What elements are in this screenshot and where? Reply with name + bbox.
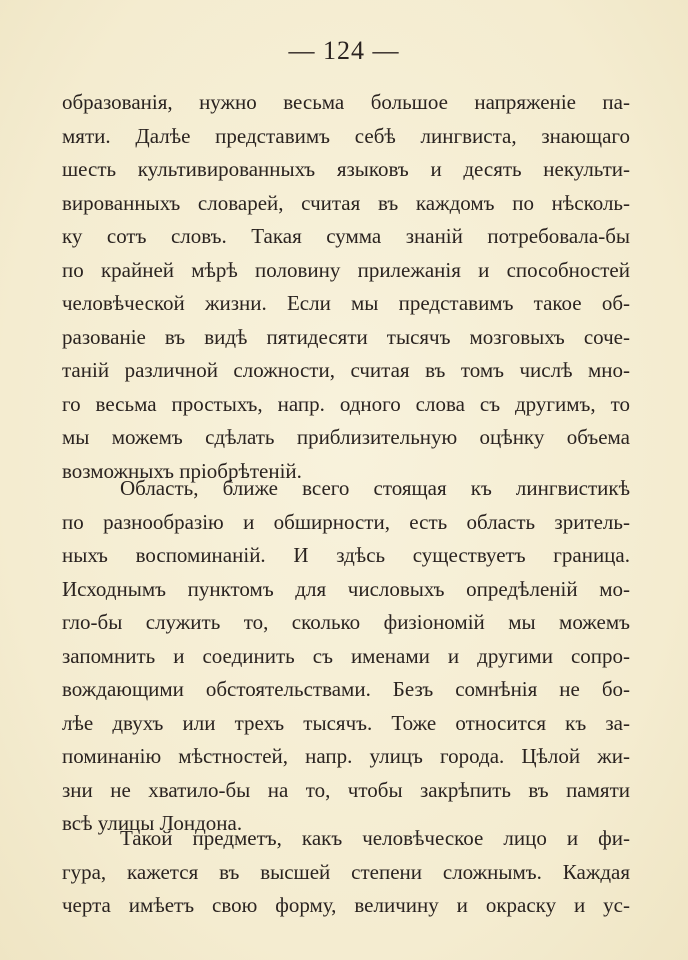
text-line: гло-бы служить то, сколько физіономій мы можемъ xyxy=(62,610,630,634)
text-line: ныхъ воспоминаній. И здѣсь существуетъ граница. xyxy=(62,543,630,567)
text-line: по разнообразію и обширности, есть область зритель- xyxy=(62,509,630,534)
text-line: зни не хватило-бы на то, чтобы закрѣпить въ памяти xyxy=(62,777,630,802)
text-line: по крайней мѣрѣ половину прилежанія и способностей xyxy=(62,257,630,282)
paragraph-2 xyxy=(62,472,630,841)
text-line: запомнить и соединить съ именами и другими сопро- xyxy=(62,643,630,668)
text-line: таній различной сложности, считая въ томъ числѣ мно- xyxy=(62,358,630,382)
text-line: мяти. Далѣе представимъ себѣ лингвиста, знающаго xyxy=(62,123,630,148)
paragraph-1 xyxy=(62,86,630,488)
paragraph-3 xyxy=(62,822,630,923)
text-line: человѣческой жизни. Если мы представимъ такое об- xyxy=(62,291,630,315)
text-line: вождающими обстоятельствами. Безъ сомнѣнія не бо- xyxy=(62,677,630,701)
text-line: поминанію мѣстностей, напр. улицъ города. Цѣлой жи- xyxy=(62,744,630,768)
text-line: всѣ улицы Лондона. xyxy=(62,811,243,835)
text-line: шесть культивированныхъ языковъ и десять некульти- xyxy=(62,157,630,181)
page-number: — 124 — xyxy=(288,36,400,65)
text-line: вированныхъ словарей, считая въ каждомъ по нѣсколь- xyxy=(62,190,630,215)
text-line: черта имѣетъ свою форму, величину и окраску и ус- xyxy=(62,893,630,917)
text-line: Такой предметъ, какъ человѣческое лицо и фи- xyxy=(120,826,630,850)
text-line: гура, кажется въ высшей степени сложнымъ. Каждая xyxy=(62,859,630,884)
text-line: возможныхъ пріобрѣтеній. xyxy=(62,458,302,483)
text-line: лѣе двухъ или трехъ тысячъ. Тоже относится къ за- xyxy=(62,710,630,735)
text-line: ку сотъ словъ. Такая сумма знаній потребовала-бы xyxy=(62,224,630,248)
text-line: Исходнымъ пунктомъ для числовыхъ опредѣленій мо- xyxy=(62,576,630,601)
text-line: го весьма простыхъ, напр. одного слова съ другимъ, то xyxy=(62,391,630,416)
text-line: образованія, нужно весьма большое напряженіе па- xyxy=(62,90,630,114)
text-line: мы можемъ сдѣлать приблизительную оцѣнку объема xyxy=(62,425,630,449)
text-line: Область, ближе всего стоящая къ лингвистикѣ xyxy=(120,476,630,500)
text-line: разованіе въ видѣ пятидесяти тысячъ мозговыхъ соче- xyxy=(62,324,630,349)
